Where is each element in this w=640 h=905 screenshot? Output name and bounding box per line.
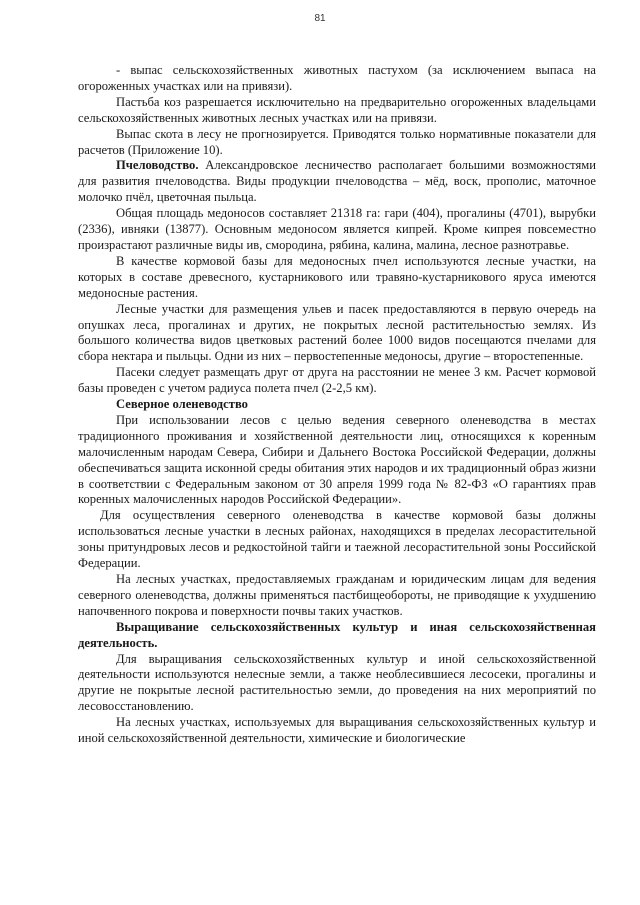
paragraph-beekeeping [78,158,596,206]
page-number: 81 [314,13,326,24]
heading-reindeer-herding: Северное оленеводство [116,397,248,412]
paragraph-reindeer-indigenous: При использовании лесов с целью ведения северного оленеводства в местах традиционного проживания и хозяйственной деятельности лиц, относящихся к коренным малочисленным народам Севера, Сибири и Дальнего Востока Российской Федерации, должны обеспечиваться защита исконной среды обитания этих народов и их традиционный образ жизни в соответствии с Федеральным законом от 30 апреля 1999 года № 82-ФЗ «О гарантиях прав коренных малочисленных народов Российской Федерации». [78,412,596,507]
paragraph-grazing-shepherd: - выпас сельскохозяйственных животных пастухом (за исключением выпаса на огороженных участках или на привязи). [78,63,596,93]
paragraph-honey-plants-area: Общая площадь медоносов составляет 21318 га: гари (404), прогалины (4701), вырубки (2336), ивняки (13877). Основным медоносом является кипрей. Кроме кипрея повсеместно произрастают различные виды ив, смородина, рябина, калина, малина, лесное разнотравье. [78,206,596,252]
paragraph-agriculture-lands: Для выращивания сельскохозяйственных культур и иной сельскохозяйственной деятельности используются нелесные земли, а также необлесившиеся лесосеки, прогалины и другие не покрытые лесной растительностью земли, до проведения на них мероприятий по лесовосстановлению. [78,651,596,714]
paragraph-livestock-forecast: Выпас скота в лесу не прогнозируется. Приводятся только нормативные показатели для расчетов (Приложение 10). [78,126,596,157]
beekeeping-heading: Пчеловодство. [116,158,199,173]
paragraph-apiary-distance: Пасеки следует размещать друг от друга на расстоянии не менее 3 км. Расчет кормовой базы проведен с учетом радиуса полета пчел (2-2,5 км). [78,365,596,396]
paragraph-agriculture-chemicals: На лесных участках, используемых для выращивания сельскохозяйственных культур и иной сельскохозяйственной деятельности, химические и биологические [78,715,596,746]
paragraph-apiary-placement: Лесные участки для размещения ульев и пасек предоставляются в первую очередь на опушках леса, прогалинах и других, не покрытых лесной растительностью землях. Из большого количества видов цветковых растений более 1000 видов посещаются пчелами для сбора нектара и пыльцы. Одни из них – первостепенные медоносы, другие – второстепенные. [78,301,596,364]
beekeeping-text: Александровское лесничество располагает большими возможностями для развития пчеловодства. Виды продукции пчеловодства – мёд, воск, прополис, маточное молочко пчёл, цветочная пыльца. [78,158,596,205]
paragraph-reindeer-pasture: На лесных участках, предоставляемых гражданам и юридическим лицам для ведения северного оленеводства, должны применяться пастбищеобороты, не приводящие к ухудшению напочвенного покрова и поверхности почвы таких участков. [78,572,596,618]
paragraph-forage-base: В качестве кормовой базы для медоносных пчел используются лесные участки, на которых в составе древесного, кустарникового или травяно-кустарникового яруса имеются медоносные растения. [78,253,596,300]
heading-agriculture: Выращивание сельскохозяйственных культур и иная сельскохозяйственная деятельность. [78,619,596,650]
paragraph-goat-grazing: Пастьба коз разрешается исключительно на предварительно огороженных владельцами сельскохозяйственных животных лесных участках или на привязи. [78,94,596,125]
paragraph-reindeer-forage: Для осуществления северного оленеводства в качестве кормовой базы должны использоваться лесные участки в лесных районах, находящихся в пределах лесорастительной зоны притундровых лесов и редкостойной тайги и таежной лесорастительной зоны Российской Федерации. [78,508,596,571]
document-body [78,63,596,747]
